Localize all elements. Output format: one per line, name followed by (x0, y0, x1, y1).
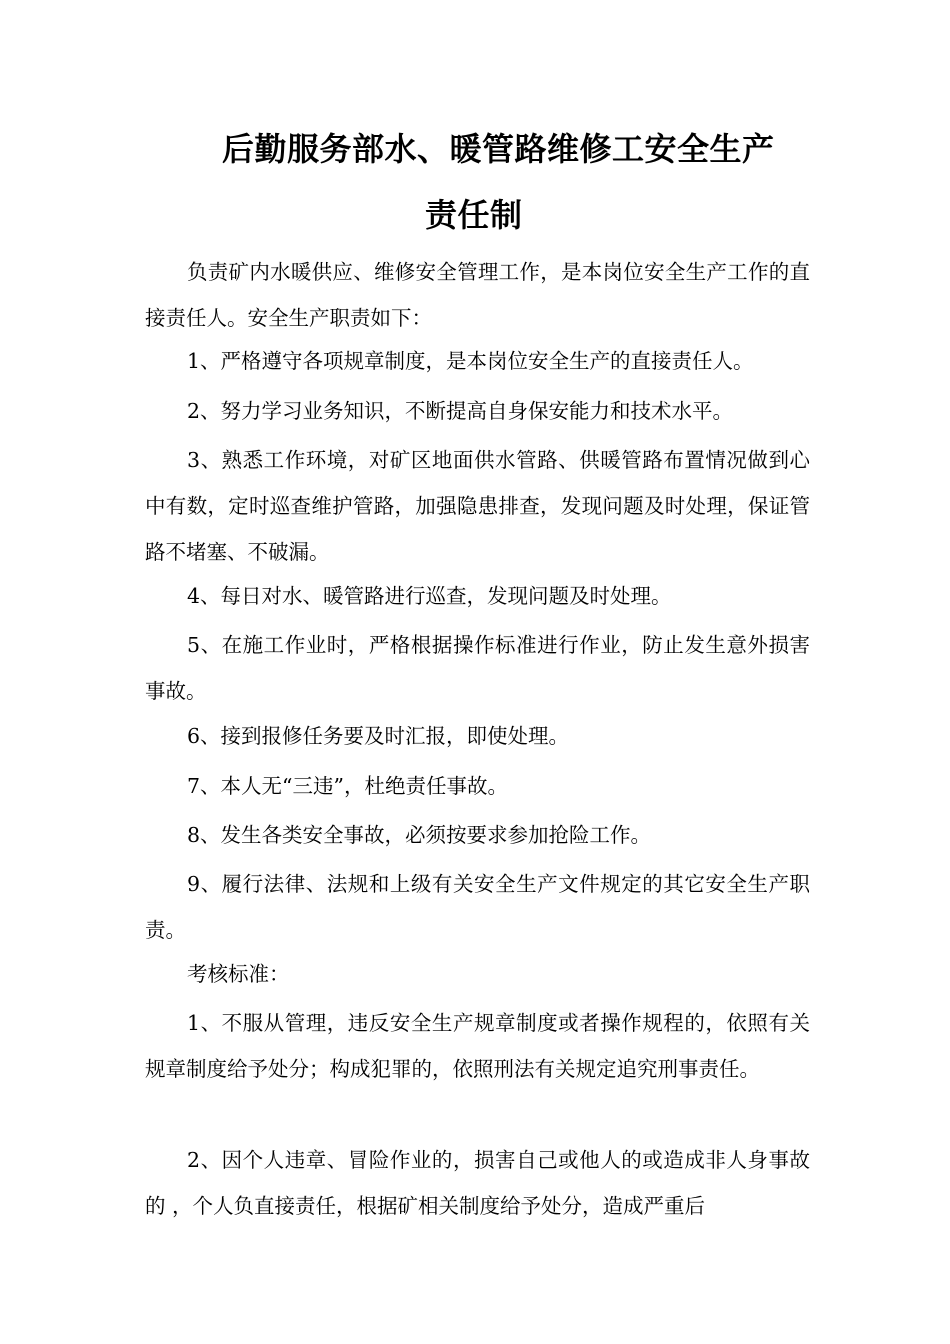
duty-item-7: 7、本人无“三违”，杜绝责任事故。 (187, 774, 509, 798)
duty-item-5: 5、在施工作业时，严格根据操作标准进行作业，防止发生意外损害事故。 (145, 633, 810, 703)
duty-item-6: 6、接到报修任务要及时汇报，即使处理。 (187, 724, 570, 748)
duty-item-8: 8、发生各类安全事故，必须按要求参加抢险工作。 (187, 823, 652, 847)
duty-item-2: 2、努力学习业务知识，不断提高自身保安能力和技术水平。 (187, 399, 734, 423)
document-title-line-2: 责任制 (425, 196, 523, 234)
duty-item-3: 3、熟悉工作环境，对矿区地面供水管路、供暖管路布置情况做到心中有数，定时巡查维护管路，加强隐患排查，发现问题及时处理，保证管路不堵塞、不破漏。 (145, 448, 810, 564)
duty-item-4: 4、每日对水、暖管路进行巡查，发现问题及时处理。 (187, 584, 672, 608)
assessment-item-1: 1、不服从管理，违反安全生产规章制度或者操作规程的，依照有关规章制度给予处分；构成犯罪的，依照刑法有关规定追究刑事责任。 (145, 1011, 810, 1081)
intro-paragraph: 负责矿内水暖供应、维修安全管理工作，是本岗位安全生产工作的直接责任人。安全生产职责如下： (145, 260, 810, 330)
document-title-line-1: 后勤服务部水、暖管路维修工安全生产 (222, 130, 775, 168)
duty-item-1: 1、严格遵守各项规章制度，是本岗位安全生产的直接责任人。 (187, 349, 754, 373)
duty-item-9: 9、履行法律、法规和上级有关安全生产文件规定的其它安全生产职责。 (145, 872, 810, 942)
assessment-heading: 考核标准： (187, 962, 290, 986)
assessment-item-2: 2、因个人违章、冒险作业的，损害自己或他人的或造成非人身事故的 ，个人负直接责任，根据矿相关制度给予处分，造成严重后 (145, 1148, 810, 1218)
